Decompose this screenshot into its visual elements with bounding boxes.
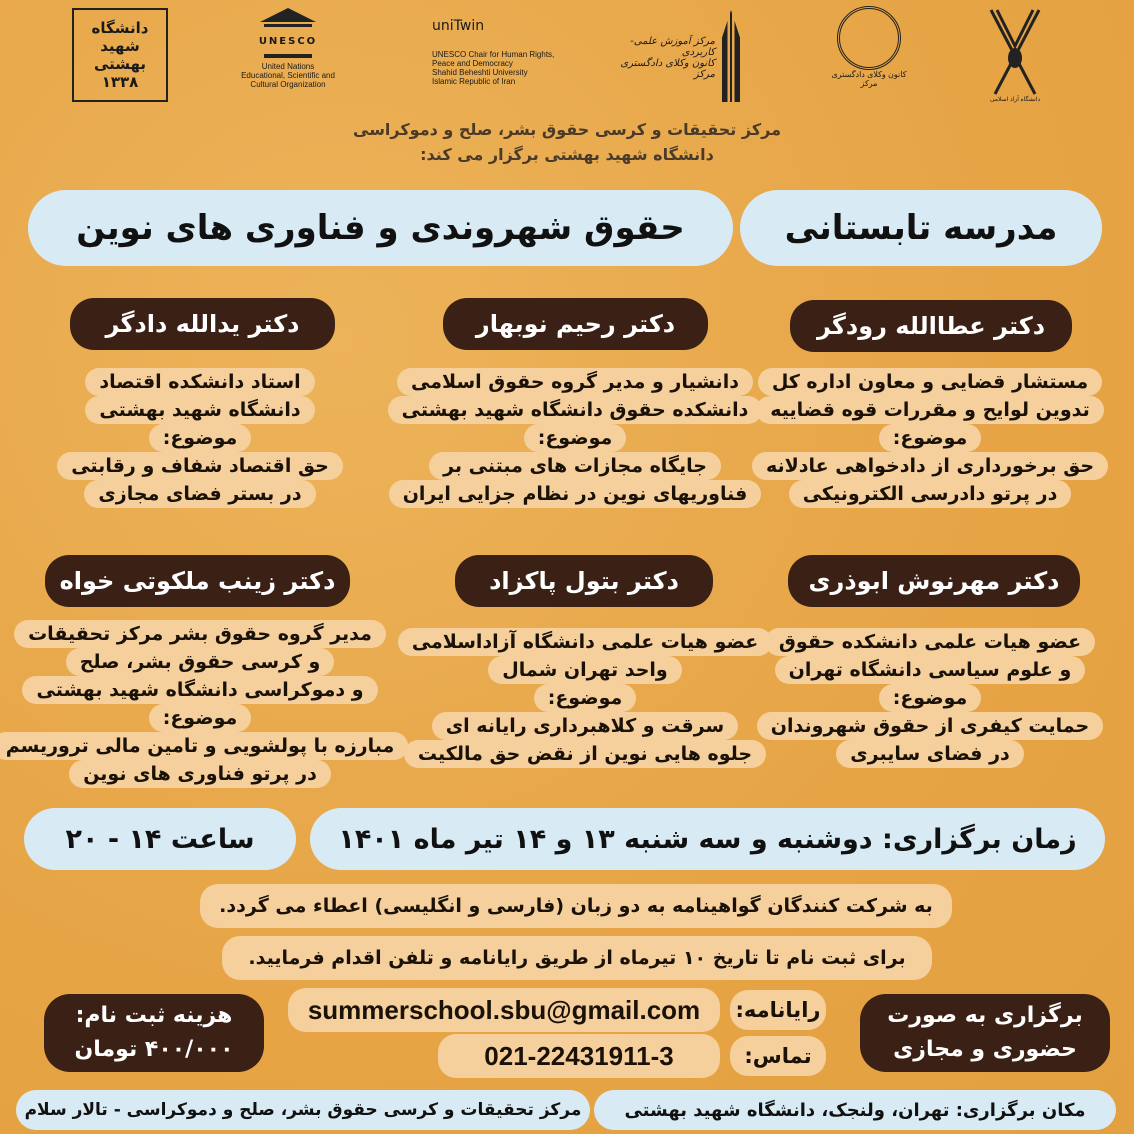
speaker-detail-line: حق اقتصاد شفاف و رقابتی: [57, 452, 343, 480]
email-label: رایانامه:: [730, 990, 826, 1030]
speaker-detail-line: دانشگاه شهید بهشتی: [85, 396, 314, 424]
azad-university-logo: دانشگاه آزاد اسلامی: [985, 6, 1045, 105]
speaker-detail-line: دانشیار و مدیر گروه حقوق اسلامی: [397, 368, 753, 396]
speaker-details: [385, 628, 785, 768]
venue-hall: مرکز تحقیقات و کرسی حقوق بشر، صلح و دموکراسی - تالار سلام: [16, 1090, 590, 1130]
center-logo-text: مرکز آموزش علمی-کاربردی کانون وکلای دادگستری مرکز: [620, 36, 715, 80]
school-title: مدرسه تابستانی: [740, 190, 1102, 266]
speaker-detail-line: و کرسی حقوق بشر، صلح: [66, 648, 335, 676]
phone-number[interactable]: 021-22431911-3: [438, 1034, 720, 1078]
unitwin-logo: uniTwin UNESCO Chair for Human Rights, Peace and Democracy Shahid Beheshti University Islamic Republic of Iran: [432, 18, 555, 86]
topic-label: موضوع:: [879, 684, 982, 712]
speaker-details: [0, 620, 400, 788]
speaker-detail-line: و دموکراسی دانشگاه شهید بهشتی: [22, 676, 377, 704]
tower-icon: [722, 10, 740, 102]
organizer-line: مرکز تحقیقات و کرسی حقوق بشر، صلح و دموکراسی: [353, 120, 781, 139]
speaker-detail-line: سرقت و کلاهبرداری رایانه ای: [432, 712, 738, 740]
topic-label: موضوع:: [149, 424, 252, 452]
speaker-detail-line: دانشکده حقوق دانشگاه شهید بهشتی: [388, 396, 763, 424]
schedule-date: زمان برگزاری: دوشنبه و سه شنبه ۱۳ و ۱۴ تیر ماه ۱۴۰۱: [310, 808, 1105, 870]
schedule-time: ساعت ۱۴ - ۲۰: [24, 808, 296, 870]
speaker-details: [375, 368, 775, 508]
speaker-detail-line: در پرتو دادرسی الکترونیکی: [789, 480, 1072, 508]
phone-label: تماس:: [730, 1036, 826, 1076]
speaker-name: دکتر عطاالله رودگر: [790, 300, 1072, 352]
speaker-details: [0, 368, 400, 508]
speaker-name: دکتر زینب ملکوتی خواه: [45, 555, 350, 607]
speaker-detail-line: حمایت کیفری از حقوق شهروندان: [757, 712, 1103, 740]
speaker-detail-line: تدوین لوایح و مقررات قوه قضاییه: [756, 396, 1104, 424]
venue-place: مکان برگزاری: تهران، ولنجک، دانشگاه شهید بهشتی: [594, 1090, 1116, 1130]
topic-label: موضوع:: [149, 704, 252, 732]
certificate-note: به شرکت کنندگان گواهینامه به دو زبان (فارسی و انگلیسی) اعطاء می گردد.: [200, 884, 952, 928]
speaker-name: دکتر بتول پاکزاد: [455, 555, 713, 607]
topic-title: حقوق شهروندی و فناوری های نوین: [28, 190, 733, 266]
topic-label: موضوع:: [879, 424, 982, 452]
registration-fee: هزینه ثبت نام: ۴۰۰/۰۰۰ تومان: [44, 994, 264, 1072]
speaker-detail-line: مدیر گروه حقوق بشر مرکز تحقیقات: [14, 620, 386, 648]
email-link[interactable]: summerschool.sbu@gmail.com: [288, 988, 720, 1032]
organizer-line-2: دانشگاه شهید بهشتی برگزار می کند:: [420, 145, 714, 164]
speaker-detail-line: مستشار قضایی و معاون اداره کل: [758, 368, 1102, 396]
registration-note: برای ثبت نام تا تاریخ ۱۰ تیرماه از طریق رایانامه و تلفن اقدام فرمایید.: [222, 936, 932, 980]
speaker-detail-line: حق برخورداری از دادخواهی عادلانه: [752, 452, 1108, 480]
speaker-detail-line: استاد دانشکده اقتصاد: [85, 368, 314, 396]
speaker-detail-line: و علوم سیاسی دانشگاه تهران: [775, 656, 1086, 684]
sbu-logo: دانشگاه شهید بهشتی ۱۳۳۸: [72, 8, 168, 102]
speaker-name: دکتر یدالله دادگر: [70, 298, 335, 350]
speaker-detail-line: عضو هیات علمی دانشکده حقوق: [765, 628, 1095, 656]
wings-icon: [987, 6, 1043, 96]
speaker-detail-line: فناوریهای نوین در نظام جزایی ایران: [389, 480, 762, 508]
temple-icon: [258, 6, 318, 62]
speaker-name: دکتر مهرنوش ابوذری: [788, 555, 1080, 607]
speaker-detail-line: مبارزه با پولشویی و تامین مالی تروریسم: [0, 732, 408, 760]
speaker-name: دکتر رحیم نوبهار: [443, 298, 708, 350]
speaker-detail-line: جلوه هایی نوین از نقض حق مالکیت: [404, 740, 766, 768]
speaker-detail-line: در پرتو فناوری های نوین: [69, 760, 331, 788]
speaker-detail-line: در فضای سایبری: [836, 740, 1024, 768]
bar-association-logo: کانون وکلای دادگستری مرکز: [824, 6, 914, 88]
speaker-details: [730, 368, 1130, 508]
topic-label: موضوع:: [534, 684, 637, 712]
attendance-mode: برگزاری به صورت حضوری و مجازی: [860, 994, 1110, 1072]
speaker-detail-line: جایگاه مجازات های مبتنی بر: [429, 452, 721, 480]
speaker-details: [730, 628, 1130, 768]
speaker-detail-line: در بستر فضای مجازی: [84, 480, 315, 508]
unesco-logo: UNESCO United Nations Educational, Scientific and Cultural Organization: [232, 6, 344, 89]
topic-label: موضوع:: [524, 424, 627, 452]
speaker-detail-line: عضو هیات علمی دانشگاه آزاداسلامی: [398, 628, 772, 656]
speaker-detail-line: واحد تهران شمال: [488, 656, 682, 684]
